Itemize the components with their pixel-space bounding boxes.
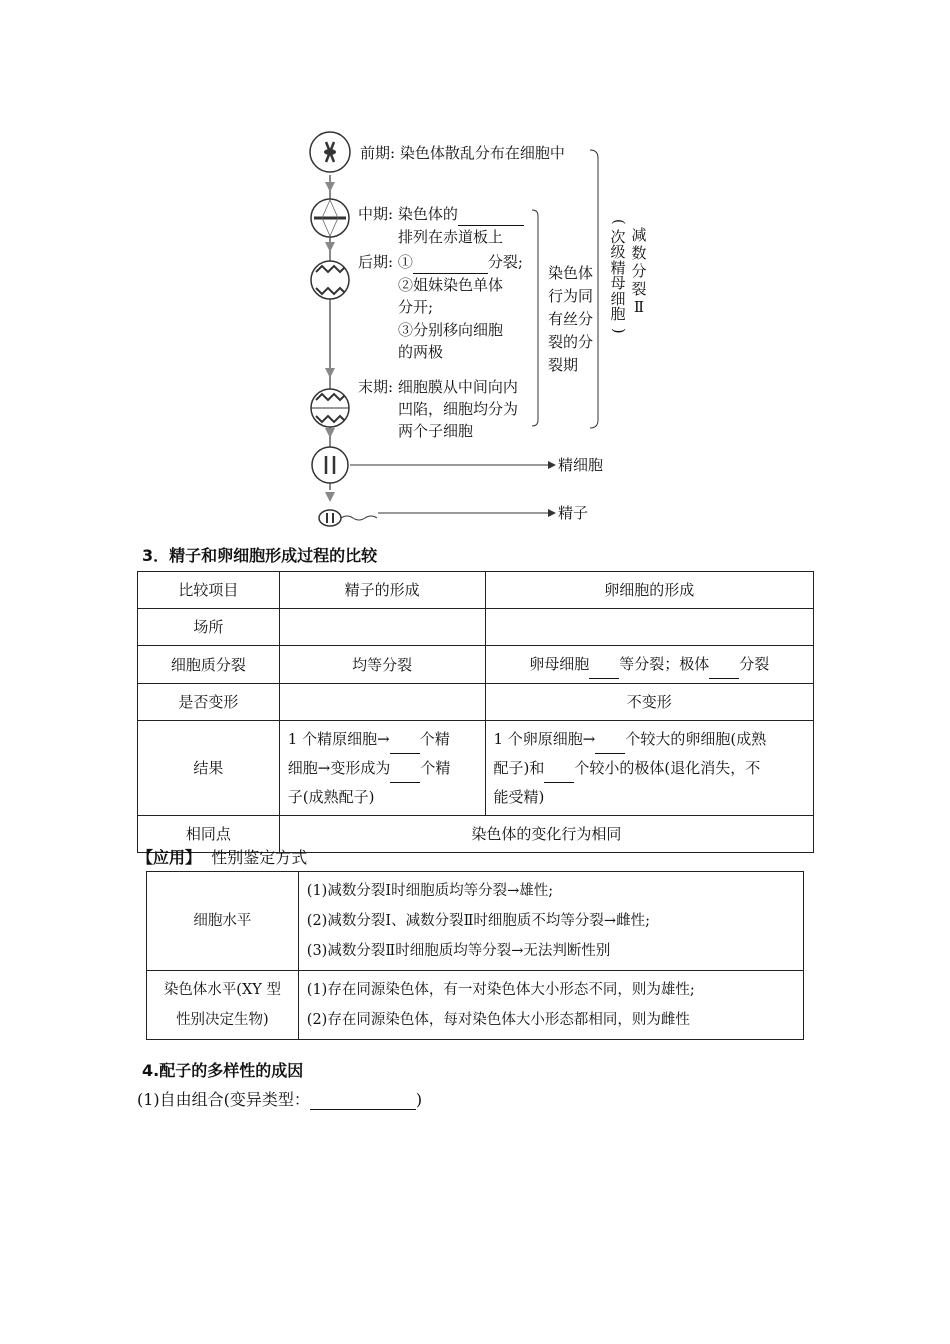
row-label: 相同点 — [138, 816, 280, 853]
telophase-cell — [311, 389, 349, 427]
table-row — [138, 721, 814, 816]
comparison-table — [137, 571, 814, 853]
telophase-text: 末期: 细胞膜从中间向内 — [358, 378, 518, 396]
cell: 不变形 — [485, 684, 814, 721]
prophase-cell — [310, 132, 350, 172]
row-label: 细胞水平 — [147, 872, 299, 971]
section4-title: 4.配子的多样性的成因 — [142, 1061, 304, 1080]
table-row — [138, 646, 814, 684]
anaphase-cell — [311, 261, 349, 299]
table-row — [138, 609, 814, 646]
anaphase-text-4: ③分别移向细胞 — [398, 321, 504, 339]
anaphase-text-5: 的两极 — [398, 343, 444, 361]
spermatid-cell — [312, 447, 348, 483]
empty-cell — [279, 684, 485, 721]
header-cell: 卵细胞的形成 — [485, 572, 814, 609]
table-row — [147, 971, 804, 1040]
cell: 卵母细胞 等分裂；极体 分裂 — [485, 646, 814, 684]
section3-title: 3．精子和卵细胞形成过程的比较 — [142, 546, 378, 565]
row-label: 染色体水平(XY 型 性别决定生物) — [147, 971, 299, 1040]
table-row — [138, 684, 814, 721]
cell: (1)存在同源染色体，有一对染色体大小形态不同，则为雄性; (2)存在同源染色体，每对染色体大小形态都相同，则为雌性 — [298, 971, 803, 1040]
row-label: 是否变形 — [138, 684, 280, 721]
anaphase-blank — [413, 251, 488, 274]
sex-identification-table — [146, 871, 804, 1040]
application-heading: 【应用】 性别鉴定方式 — [137, 848, 308, 867]
sperm-cell — [319, 510, 377, 526]
empty-cell — [279, 609, 485, 646]
prophase-text: 前期: 染色体散乱分布在细胞中 — [360, 144, 565, 162]
telophase-text-2: 凹陷，细胞均分为 — [398, 400, 519, 418]
table-row — [147, 872, 804, 971]
sperm-label: 精子 — [558, 504, 589, 522]
anaphase-text: 后期: ① 分裂; — [358, 251, 523, 274]
cell: 1 个卵原细胞→ 个较大的卵细胞(成熟 配子)和 个较小的极体(退化消失，不 能受精) — [485, 721, 814, 816]
behavior-text: 染色体 行为同 有丝分 裂的分 裂期 — [548, 264, 594, 374]
cell: 均等分裂 — [279, 646, 485, 684]
secondary-spermatocyte-label: ( 次 级 精 母 细 胞 ) — [609, 218, 628, 334]
metaphase-cell — [311, 199, 349, 237]
header-cell: 精子的形成 — [279, 572, 485, 609]
cell: 染色体的变化行为相同 — [279, 816, 813, 853]
table-row — [138, 572, 814, 609]
cell: (1)减数分裂Ⅰ时细胞质均等分裂→雄性; (2)减数分裂Ⅰ、减数分裂Ⅱ时细胞质不均等分裂→雌性; (3)减数分裂Ⅱ时细胞质均等分裂→无法判断性别 — [298, 872, 803, 971]
metaphase-blank — [458, 203, 524, 226]
telophase-text-3: 两个子细胞 — [398, 422, 474, 440]
row-label: 场所 — [138, 609, 280, 646]
section4-item1: (1)自由组合(变异类型： ) — [137, 1090, 423, 1109]
spermatid-label: 精细胞 — [558, 456, 604, 474]
header-cell: 比较项目 — [138, 572, 280, 609]
metaphase-text: 中期: 染色体的 — [358, 203, 524, 226]
anaphase-text-3: 分开; — [398, 298, 434, 316]
metaphase-text-2: 排列在赤道板上 — [398, 228, 504, 246]
meiosis-ii-label: 减 数 分 裂 Ⅱ — [631, 226, 647, 316]
empty-cell — [485, 609, 814, 646]
row-label: 结果 — [138, 721, 280, 816]
cell: 1 个精原细胞→ 个精 细胞→变形成为 个精 子(成熟配子) — [279, 721, 485, 816]
row-label: 细胞质分裂 — [138, 646, 280, 684]
anaphase-text-2: ②姐妹染色单体 — [398, 276, 504, 294]
